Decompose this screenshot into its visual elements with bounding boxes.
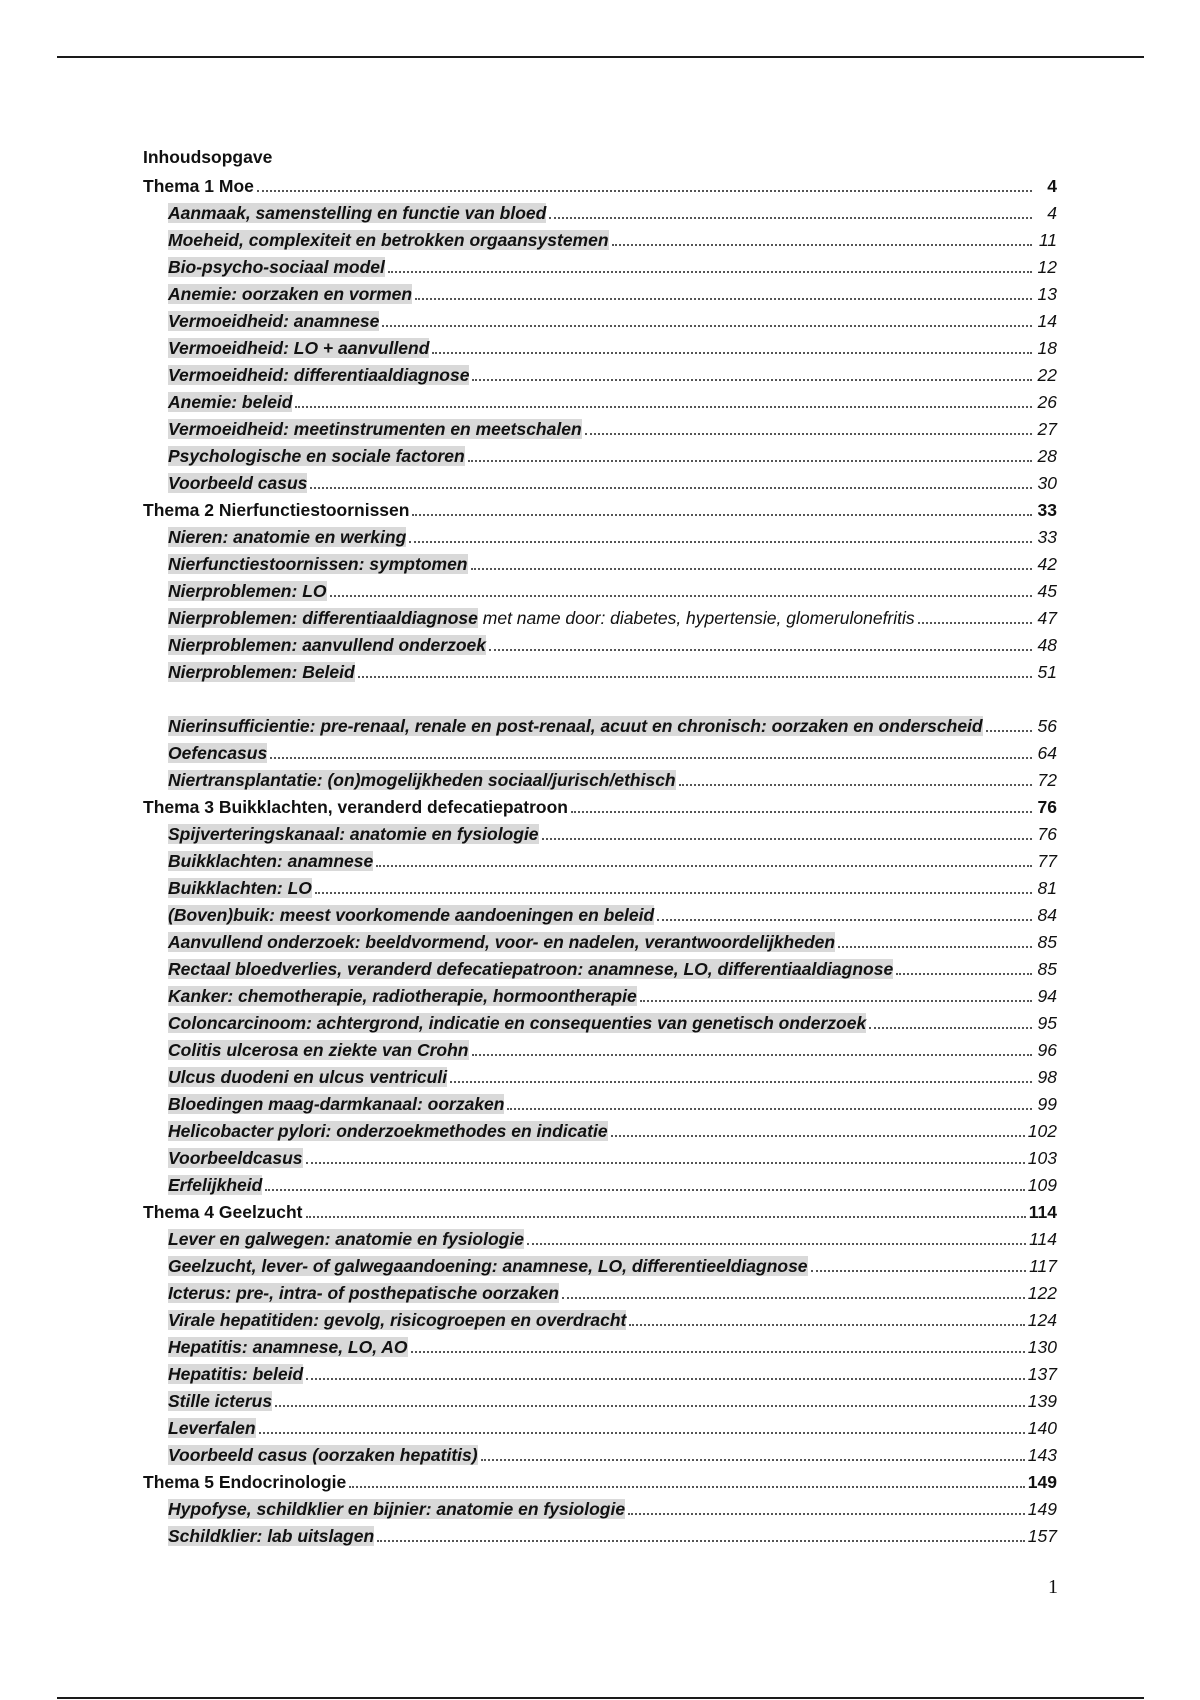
toc-entry-label — [168, 1497, 625, 1521]
toc-chapter-entry[interactable] — [143, 792, 1057, 819]
toc-entry-title: Nierproblemen: differentiaaldiagnose — [168, 608, 478, 628]
toc-entry-title: Nierfunctiestoornissen: symptomen — [168, 554, 468, 574]
toc-section-entry[interactable] — [143, 738, 1057, 765]
toc-entry-title: Anemie: oorzaken en vormen — [168, 284, 413, 304]
toc-entry-label — [168, 606, 915, 630]
toc-chapter-entry[interactable] — [143, 1197, 1057, 1224]
toc-entry-page: 22 — [1037, 365, 1057, 385]
toc-dot-leader — [315, 892, 1032, 894]
toc-entry-title: Kanker: chemotherapie, radiotherapie, hormoontherapie — [168, 986, 637, 1006]
toc-entry-label — [168, 1308, 626, 1332]
toc-section-entry[interactable] — [143, 927, 1057, 954]
toc-section-entry[interactable] — [143, 198, 1057, 225]
toc-section-entry[interactable] — [143, 819, 1057, 846]
toc-entry-label — [168, 1254, 808, 1278]
toc-title: Inhoudsopgave — [143, 147, 273, 167]
toc-entry-page: 4 — [1047, 203, 1057, 223]
toc-entry-label — [168, 768, 676, 792]
toc-entry-label — [168, 1146, 303, 1170]
toc-dot-leader — [411, 1351, 1025, 1353]
header-rule — [57, 56, 1144, 58]
toc-entry-page: 28 — [1037, 446, 1057, 466]
toc-entry-label — [168, 255, 385, 279]
toc-entry-page: 149 — [1027, 1472, 1057, 1492]
toc-entry-page: 12 — [1037, 257, 1057, 277]
toc-dot-leader — [838, 946, 1032, 948]
toc-entry-title: Nieren: anatomie en werking — [168, 527, 407, 547]
toc-entry-page: 33 — [1037, 527, 1057, 547]
toc-dot-leader — [549, 217, 1032, 219]
toc-entry-title: Voorbeeldcasus — [168, 1148, 303, 1168]
toc-entry-page: 117 — [1029, 1256, 1057, 1276]
toc-entry-label — [168, 741, 267, 765]
toc-section-entry[interactable] — [143, 1494, 1057, 1521]
toc-entry-label — [143, 795, 568, 819]
toc-entry-label — [168, 525, 406, 549]
toc-entry-page: 130 — [1027, 1337, 1057, 1357]
toc-entry-page: 114 — [1029, 1229, 1057, 1249]
toc-entries — [143, 171, 1057, 1548]
toc-dot-leader — [640, 1000, 1032, 1002]
toc-dot-leader — [382, 325, 1032, 327]
toc-entry-title: Icterus: pre-, intra- of posthepatische oorzaken — [168, 1283, 559, 1303]
toc-section-entry[interactable] — [143, 1278, 1057, 1305]
toc-entry-page: 48 — [1037, 635, 1057, 655]
toc-entry-title: Psychologische en sociale factoren — [168, 446, 465, 466]
toc-entry-page: 47 — [1037, 608, 1057, 628]
toc-entry-page: 42 — [1037, 554, 1057, 574]
toc-section-entry[interactable] — [143, 1305, 1057, 1332]
toc-section-entry[interactable] — [143, 846, 1057, 873]
toc-entry-title: Buikklachten: anamnese — [168, 851, 374, 871]
toc-entry-page: 72 — [1037, 770, 1057, 790]
toc-entry-label — [168, 417, 582, 441]
toc-section-entry[interactable] — [143, 873, 1057, 900]
toc-entry-page: 143 — [1027, 1445, 1057, 1465]
toc-entry-label — [143, 174, 254, 198]
toc-entry-page: 30 — [1037, 473, 1057, 493]
table-of-contents — [143, 144, 1057, 1548]
toc-dot-leader — [306, 1378, 1025, 1380]
toc-dot-leader — [349, 1486, 1025, 1488]
toc-dot-leader — [811, 1270, 1027, 1272]
toc-entry-page: 27 — [1037, 419, 1057, 439]
toc-entry-page: 85 — [1037, 959, 1057, 979]
toc-entry-label — [168, 228, 609, 252]
toc-entry-note: met name door: diabetes, hypertensie, glomerulonefritis — [477, 608, 915, 628]
toc-entry-label — [168, 1389, 272, 1413]
toc-entry-page: 33 — [1037, 500, 1057, 520]
toc-entry-label — [168, 1119, 608, 1143]
toc-entry-label — [168, 633, 486, 657]
toc-section-entry[interactable] — [143, 1008, 1057, 1035]
toc-dot-leader — [306, 1162, 1025, 1164]
page-number: 1 — [1048, 1576, 1058, 1598]
toc-entry-page: 137 — [1027, 1364, 1057, 1384]
toc-dot-leader — [450, 1081, 1032, 1083]
toc-entry-title: (Boven)buik: meest voorkomende aandoeningen en beleid — [168, 905, 655, 925]
toc-section-entry[interactable] — [143, 225, 1057, 252]
toc-entry-label — [168, 552, 468, 576]
toc-entry-page: 76 — [1037, 824, 1057, 844]
toc-chapter-entry[interactable] — [143, 1467, 1057, 1494]
toc-section-entry[interactable] — [143, 333, 1057, 360]
toc-entry-label — [168, 282, 412, 306]
toc-entry-label — [168, 822, 539, 846]
toc-chapter-entry[interactable] — [143, 171, 1057, 198]
toc-section-entry[interactable] — [143, 900, 1057, 927]
toc-chapter-entry[interactable] — [143, 495, 1057, 522]
toc-dot-leader — [629, 1324, 1024, 1326]
toc-dot-leader — [330, 595, 1033, 597]
toc-dot-leader — [585, 433, 1032, 435]
toc-dot-leader — [612, 244, 1032, 246]
toc-section-entry[interactable] — [143, 657, 1057, 684]
toc-entry-title: Colitis ulcerosa en ziekte van Crohn — [168, 1040, 469, 1060]
toc-entry-title: Thema 2 Nierfunctiestoornissen — [143, 500, 410, 520]
toc-entry-page: 18 — [1037, 338, 1057, 358]
toc-entry-label — [168, 876, 312, 900]
toc-section-entry[interactable] — [143, 1170, 1057, 1197]
toc-dot-leader — [468, 460, 1032, 462]
toc-entry-label — [168, 714, 983, 738]
toc-dot-leader — [358, 676, 1032, 678]
toc-entry-title: Schildklier: lab uitslagen — [168, 1526, 375, 1546]
toc-dot-leader — [481, 1459, 1025, 1461]
toc-dot-leader — [275, 1405, 1025, 1407]
toc-entry-label — [143, 1200, 303, 1224]
toc-dot-leader — [918, 622, 1032, 624]
toc-section-entry[interactable] — [143, 684, 1057, 738]
toc-section-entry[interactable] — [143, 1143, 1057, 1170]
toc-entry-page: 95 — [1037, 1013, 1057, 1033]
toc-entry-title: Vermoeidheid: anamnese — [168, 311, 380, 331]
toc-section-entry[interactable] — [143, 252, 1057, 279]
toc-entry-title: Helicobacter pylori: onderzoekmethodes en indicatie — [168, 1121, 608, 1141]
toc-entry-label — [143, 1470, 346, 1494]
toc-entry-page: 11 — [1038, 230, 1057, 250]
toc-section-entry[interactable] — [143, 1386, 1057, 1413]
toc-entry-page: 98 — [1037, 1067, 1057, 1087]
toc-entry-page: 124 — [1027, 1310, 1057, 1330]
toc-dot-leader — [412, 514, 1032, 516]
toc-dot-leader — [415, 298, 1032, 300]
toc-dot-leader — [472, 1054, 1033, 1056]
toc-entry-title: Bio-psycho-sociaal model — [168, 257, 385, 277]
toc-entry-title: Nierinsufficientie: pre-renaal, renale en post-renaal, acuut en chronisch: oorzaken en onderscheid — [168, 716, 983, 736]
toc-entry-page: 51 — [1037, 662, 1057, 682]
toc-entry-title: Thema 3 Buikklachten, veranderd defecatiepatroon — [143, 797, 568, 817]
toc-dot-leader — [507, 1108, 1032, 1110]
toc-entry-page: 85 — [1037, 932, 1057, 952]
toc-section-entry[interactable] — [143, 1332, 1057, 1359]
toc-dot-leader — [657, 919, 1032, 921]
toc-section-entry[interactable] — [143, 954, 1057, 981]
toc-dot-leader — [896, 973, 1032, 975]
toc-entry-title: Nierproblemen: aanvullend onderzoek — [168, 635, 486, 655]
toc-entry-label — [143, 498, 409, 522]
toc-entry-title: Voorbeeld casus (oorzaken hepatitis) — [168, 1445, 478, 1465]
toc-entry-label — [168, 903, 654, 927]
toc-dot-leader — [310, 487, 1032, 489]
toc-dot-leader — [432, 352, 1032, 354]
toc-dot-leader — [869, 1027, 1032, 1029]
toc-entry-title: Thema 4 Geelzucht — [143, 1202, 303, 1222]
toc-section-entry[interactable] — [143, 306, 1057, 333]
toc-dot-leader — [542, 838, 1032, 840]
toc-entry-page: 140 — [1027, 1418, 1057, 1438]
toc-dot-leader — [527, 1243, 1026, 1245]
toc-entry-label — [168, 1335, 408, 1359]
toc-entry-label — [168, 336, 429, 360]
toc-entry-label — [168, 363, 469, 387]
toc-section-entry[interactable] — [143, 765, 1057, 792]
toc-dot-leader — [259, 1432, 1025, 1434]
toc-entry-page: 64 — [1037, 743, 1057, 763]
toc-entry-label — [168, 1416, 256, 1440]
toc-dot-leader — [306, 1216, 1026, 1218]
toc-section-entry[interactable] — [143, 414, 1057, 441]
toc-dot-leader — [611, 1135, 1025, 1137]
toc-section-entry[interactable] — [143, 1521, 1057, 1548]
toc-entry-label — [168, 984, 637, 1008]
toc-dot-leader — [628, 1513, 1025, 1515]
toc-entry-title: Buikklachten: LO — [168, 878, 312, 898]
toc-dot-leader — [265, 1189, 1024, 1191]
toc-entry-page: 149 — [1027, 1499, 1057, 1519]
toc-entry-title: Leverfalen — [168, 1418, 256, 1438]
toc-entry-page: 26 — [1037, 392, 1057, 412]
toc-entry-label — [168, 1362, 303, 1386]
toc-entry-title: Virale hepatitiden: gevolg, risicogroepen en overdracht — [168, 1310, 627, 1330]
toc-dot-leader — [986, 730, 1032, 732]
toc-entry-page: 139 — [1027, 1391, 1057, 1411]
toc-entry-page: 109 — [1027, 1175, 1057, 1195]
toc-section-entry[interactable] — [143, 1413, 1057, 1440]
toc-entry-page: 56 — [1037, 716, 1057, 736]
toc-entry-title: Stille icterus — [168, 1391, 273, 1411]
toc-entry-title: Geelzucht, lever- of galwegaandoening: anamnese, LO, differentieeldiagnose — [168, 1256, 808, 1276]
toc-section-entry[interactable] — [143, 1116, 1057, 1143]
toc-entry-label — [168, 390, 292, 414]
toc-entry-title: Aanmaak, samenstelling en functie van bloed — [168, 203, 547, 223]
toc-entry-page: 103 — [1027, 1148, 1057, 1168]
toc-entry-page: 96 — [1037, 1040, 1057, 1060]
toc-entry-title: Erfelijkheid — [168, 1175, 263, 1195]
toc-entry-title: Bloedingen maag-darmkanaal: oorzaken — [168, 1094, 505, 1114]
toc-entry-title: Voorbeeld casus — [168, 473, 308, 493]
toc-entry-label — [168, 1173, 262, 1197]
toc-section-entry[interactable] — [143, 1062, 1057, 1089]
toc-entry-title: Coloncarcinoom: achtergrond, indicatie en consequenties van genetisch onderzoek — [168, 1013, 867, 1033]
toc-entry-label — [168, 1011, 866, 1035]
toc-entry-title: Nierproblemen: Beleid — [168, 662, 355, 682]
toc-dot-leader — [270, 757, 1032, 759]
toc-section-entry[interactable] — [143, 441, 1057, 468]
toc-entry-page: 99 — [1037, 1094, 1057, 1114]
toc-dot-leader — [409, 541, 1032, 543]
toc-dot-leader — [471, 568, 1033, 570]
toc-section-entry[interactable] — [143, 630, 1057, 657]
toc-entry-title: Moeheid, complexiteit en betrokken orgaansystemen — [168, 230, 609, 250]
toc-entry-page: 84 — [1037, 905, 1057, 925]
toc-section-entry[interactable] — [143, 576, 1057, 603]
toc-section-entry[interactable] — [143, 1035, 1057, 1062]
toc-section-entry[interactable] — [143, 603, 1057, 630]
toc-entry-title: Hepatitis: anamnese, LO, AO — [168, 1337, 408, 1357]
toc-entry-label — [168, 201, 546, 225]
toc-entry-title: Oefencasus — [168, 743, 268, 763]
toc-entry-title: Nierproblemen: LO — [168, 581, 327, 601]
toc-dot-leader — [489, 649, 1032, 651]
toc-dot-leader — [377, 1540, 1025, 1542]
toc-entry-label — [168, 1227, 524, 1251]
toc-entry-title: Ulcus duodeni en ulcus ventriculi — [168, 1067, 448, 1087]
toc-section-entry[interactable] — [143, 468, 1057, 495]
toc-entry-page: 114 — [1028, 1202, 1057, 1222]
toc-entry-title: Vermoeidheid: differentiaaldiagnose — [168, 365, 470, 385]
toc-dot-leader — [376, 865, 1032, 867]
toc-entry-page: 122 — [1027, 1283, 1057, 1303]
toc-entry-page: 81 — [1037, 878, 1057, 898]
toc-dot-leader — [388, 271, 1032, 273]
toc-section-entry[interactable] — [143, 360, 1057, 387]
toc-dot-leader — [257, 190, 1032, 192]
toc-entry-label — [168, 849, 373, 873]
toc-entry-title: Hepatitis: beleid — [168, 1364, 304, 1384]
toc-entry-label — [168, 444, 465, 468]
toc-entry-page: 13 — [1037, 284, 1057, 304]
toc-dot-leader — [679, 784, 1032, 786]
toc-entry-label — [168, 1038, 469, 1062]
toc-entry-title: Anemie: beleid — [168, 392, 293, 412]
toc-entry-label — [168, 1065, 447, 1089]
toc-section-entry[interactable] — [143, 522, 1057, 549]
toc-entry-label — [168, 930, 835, 954]
toc-entry-page: 102 — [1027, 1121, 1057, 1141]
toc-entry-page: 45 — [1037, 581, 1057, 601]
toc-entry-label — [168, 660, 355, 684]
toc-dot-leader — [472, 379, 1032, 381]
toc-entry-title: Thema 5 Endocrinologie — [143, 1472, 347, 1492]
toc-entry-label — [168, 957, 893, 981]
toc-entry-label — [168, 579, 327, 603]
toc-entry-title: Spijverteringskanaal: anatomie en fysiologie — [168, 824, 539, 844]
toc-entry-label — [168, 471, 307, 495]
toc-entry-title: Niertransplantatie: (on)mogelijkheden sociaal/jurisch/ethisch — [168, 770, 676, 790]
toc-entry-page: 4 — [1047, 176, 1057, 196]
toc-section-entry[interactable] — [143, 1251, 1057, 1278]
toc-entry-page: 77 — [1037, 851, 1057, 871]
toc-section-entry[interactable] — [143, 981, 1057, 1008]
toc-section-entry[interactable] — [143, 1440, 1057, 1467]
toc-entry-title: Lever en galwegen: anatomie en fysiologie — [168, 1229, 524, 1249]
toc-section-entry[interactable] — [143, 1224, 1057, 1251]
toc-entry-label — [168, 1524, 374, 1548]
toc-dot-leader — [571, 811, 1032, 813]
toc-entry-label — [168, 1443, 478, 1467]
toc-section-entry[interactable] — [143, 1089, 1057, 1116]
toc-entry-title: Rectaal bloedverlies, veranderd defecatiepatroon: anamnese, LO, differentiaaldiagnose — [168, 959, 894, 979]
toc-entry-page: 76 — [1037, 797, 1057, 817]
toc-entry-page: 14 — [1037, 311, 1057, 331]
toc-section-entry[interactable] — [143, 387, 1057, 414]
toc-section-entry[interactable] — [143, 1359, 1057, 1386]
toc-entry-title: Thema 1 Moe — [143, 176, 254, 196]
toc-entry-page: 157 — [1027, 1526, 1057, 1546]
toc-entry-title: Vermoeidheid: LO + aanvullend — [168, 338, 430, 358]
toc-entry-label — [168, 309, 379, 333]
footer-rule — [57, 1697, 1144, 1699]
toc-entry-label — [168, 1092, 504, 1116]
toc-entry-title: Aanvullend onderzoek: beeldvormend, voor- en nadelen, verantwoordelijkheden — [168, 932, 836, 952]
toc-section-entry[interactable] — [143, 549, 1057, 576]
toc-entry-title: Hypofyse, schildklier en bijnier: anatomie en fysiologie — [168, 1499, 626, 1519]
toc-entry-title: Vermoeidheid: meetinstrumenten en meetschalen — [168, 419, 582, 439]
toc-entry-label — [168, 1281, 559, 1305]
toc-dot-leader — [295, 406, 1032, 408]
toc-section-entry[interactable] — [143, 279, 1057, 306]
toc-dot-leader — [562, 1297, 1025, 1299]
toc-entry-page: 94 — [1037, 986, 1057, 1006]
